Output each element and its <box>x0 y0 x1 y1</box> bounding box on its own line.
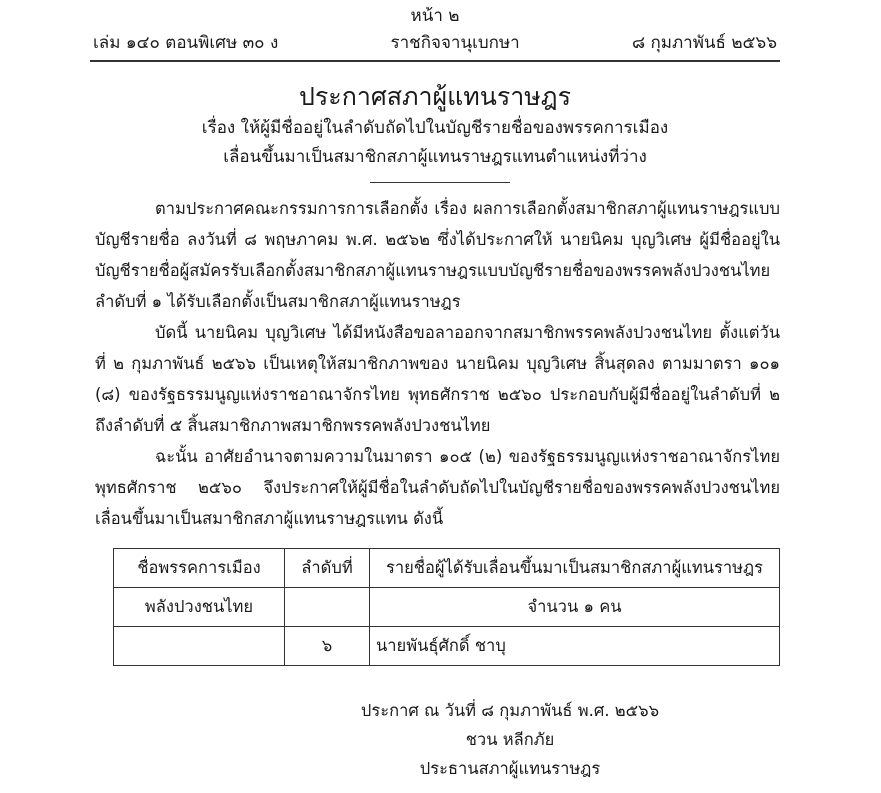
paragraph: ฉะนั้น อาศัยอำนาจตามความในมาตรา ๑๐๕ (๒) ของรัฐธรรมนูญแห่งราชอาณาจักรไทย พุทธศักราช ๒๕๖๐ จึงประกาศให้ผู้มีชื่อในลำดับถัดไปในบัญชีรายชื่อของพรรคพลังปวงชนไทย เลื่อนขึ้นมาเป็นสมาชิกสภาผู้แทนราษฎรแทน ดังนี้ <box>95 447 780 528</box>
subject-line-1: เรื่อง ให้ผู้มีชื่ออยู่ในลำดับถัดไปในบัญชีรายชื่อของพรรคการเมือง <box>201 118 669 138</box>
header-date: ๘ กุมภาพันธ์ ๒๕๖๖ <box>631 33 777 53</box>
name-cell: นายพันธุ์ศักดิ์ ชาบุ <box>370 627 780 666</box>
document-title: ประกาศสภาผู้แทนราษฎร <box>298 82 572 111</box>
announcement-date: ประกาศ ณ วันที่ ๘ กุมภาพันธ์ พ.ศ. ๒๕๖๖ <box>360 701 660 720</box>
party-cell: พลังปวงชนไทย <box>114 588 285 627</box>
paragraph: บัดนี้ นายนิคม บุญวิเศษ ได้มีหนังสือขอลาออกจากสมาชิกพรรคพลังปวงชนไทย ตั้งแต่วันที่ ๒ กุมภาพันธ์ ๒๕๖๖ เป็นเหตุให้สมาชิกภาพของ นายนิคม บุญวิเศษ สิ้นสุดลง ตามมาตรา ๑๐๑ (๘) ของรัฐธรรมนูญแห่งราชอาณาจักรไทย พุทธศักราช ๒๕๖๐ ประกอบกับผู้มีชื่ออยู่ในลำดับที่ ๒ ถึงลำดับที่ ๕ สิ้นสมาชิกภาพสมาชิกพรรคพลังปวงชนไทย <box>95 323 780 435</box>
table-header-row <box>114 549 780 588</box>
subject-line-2: เลื่อนขึ้นมาเป็นสมาชิกสภาผู้แทนราษฎรแทนตำแหน่งที่ว่าง <box>223 147 647 167</box>
table-row <box>114 588 780 627</box>
signatory-position: ประธานสภาผู้แทนราษฎร <box>419 759 601 778</box>
empty-cell <box>285 588 370 627</box>
gazette-header <box>90 30 780 56</box>
signature-block <box>340 696 680 783</box>
empty-cell <box>114 627 285 666</box>
table-row <box>114 627 780 666</box>
column-header: รายชื่อผู้ได้รับเลื่อนขึ้นมาเป็นสมาชิกสภาผู้แทนราษฎร <box>370 549 780 588</box>
appointment-table <box>113 548 780 666</box>
title-divider <box>370 182 510 183</box>
signatory-name: ชวน หลีกภัย <box>465 730 555 749</box>
paragraph: ตามประกาศคณะกรรมการการเลือกตั้ง เรื่อง ผลการเลือกตั้งสมาชิกสภาผู้แทนราษฎรแบบบัญชีรายชื่อ ลงวันที่ ๘ พฤษภาคม พ.ศ. ๒๕๖๒ ซึ่งได้ประกาศให้ นายนิคม บุญวิเศษ ผู้มีชื่ออยู่ในบัญชีรายชื่อผู้สมัครรับเลือกตั้งสมาชิกสภาผู้แทนราษฎรแบบบัญชีรายชื่อของพรรคพลังปวงชนไทย ลำดับที่ ๑ ได้รับเลือกตั้งเป็นสมาชิกสภาผู้แทนราษฎร <box>95 199 780 311</box>
rank-cell: ๖ <box>285 627 370 666</box>
volume-info: เล่ม ๑๔๐ ตอนพิเศษ ๓๐ ง <box>93 33 279 53</box>
gazette-page <box>90 0 780 783</box>
column-header: ชื่อพรรคการเมือง <box>114 549 285 588</box>
count-cell: จำนวน ๑ คน <box>370 588 780 627</box>
header-rule <box>90 60 780 62</box>
gazette-name: ราชกิจจานุเบกษา <box>390 33 520 53</box>
page-number: หน้า ๒ <box>410 6 460 26</box>
document-body <box>95 193 780 534</box>
column-header: ลำดับที่ <box>285 549 370 588</box>
